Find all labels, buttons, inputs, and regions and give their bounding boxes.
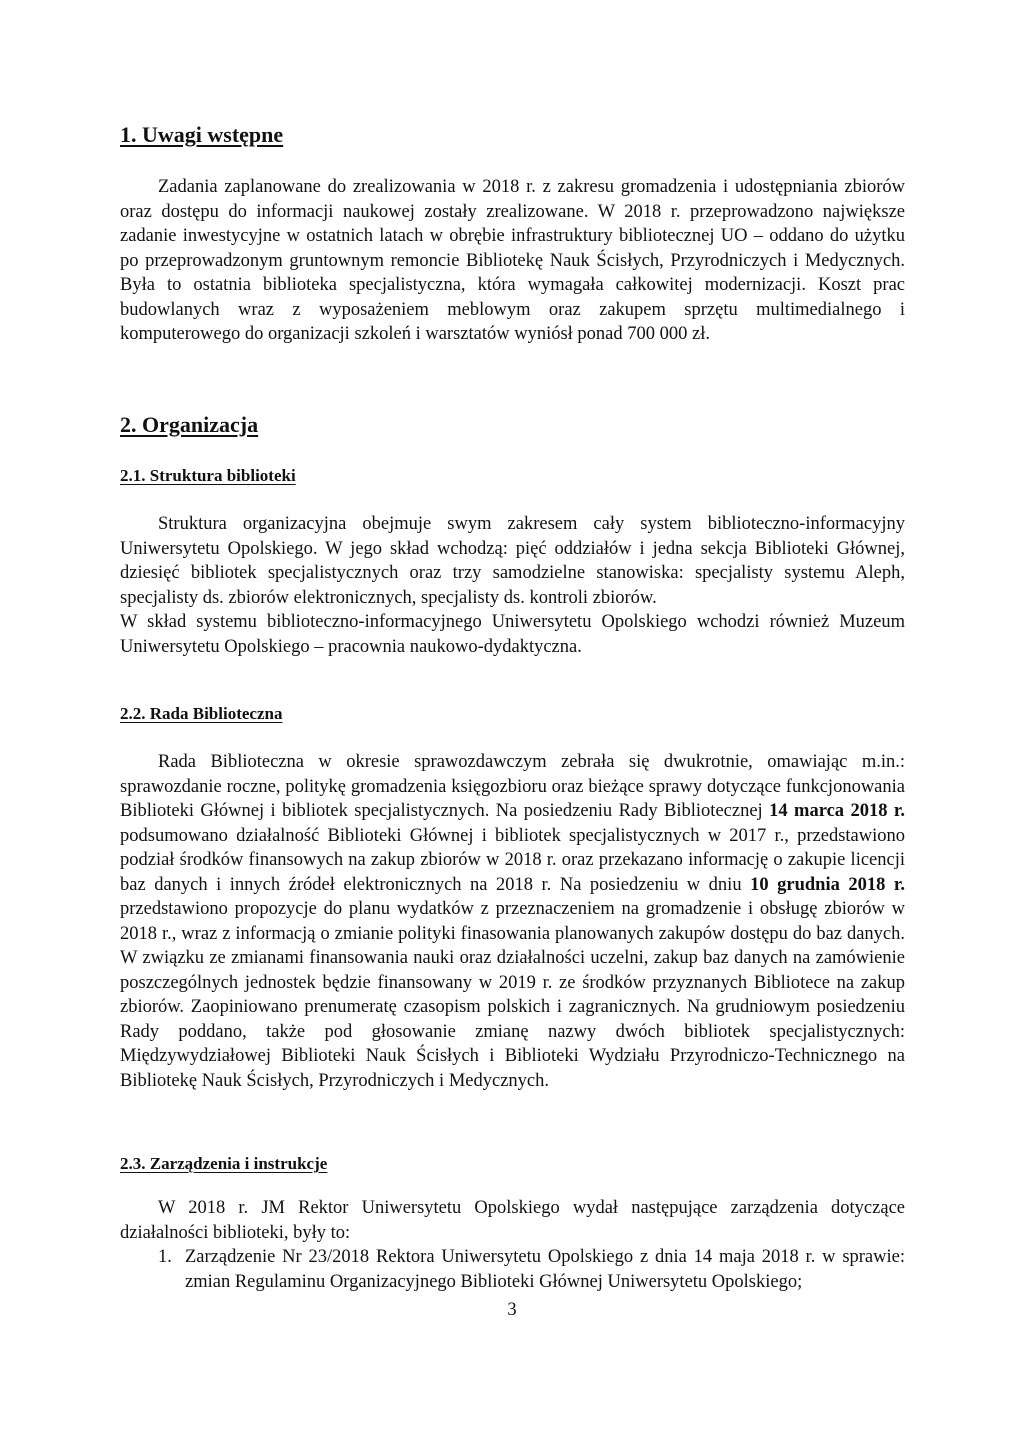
section-1-heading: 1. Uwagi wstępne (120, 122, 284, 147)
rada-text-part-1: Rada Biblioteczna w okresie sprawozdawczym zebrała się dwukrotnie, omawiając m.in.: sprawozdanie roczne, politykę gromadzenia księgozbioru oraz bieżące sprawy dotyczące funkcjonowania Biblioteki Głównej i bibliotek specjalistycznych. Na posiedzeniu Rady Bibliotecznej (120, 752, 905, 821)
list-item-text: Zarządzenie Nr 23/2018 Rektora Uniwersytetu Opolskiego z dnia 14 maja 2018 r. w sprawie: zmian Regulaminu Organizacyjnego Biblioteki Głównej Uniwersytetu Opolskiego; (185, 1247, 905, 1292)
section-2-2-paragraph (120, 750, 905, 1093)
section-1-paragraph: Zadania zaplanowane do zrealizowania w 2018 r. z zakresu gromadzenia i udostępniania zbiorów oraz dostępu do informacji naukowej zostały zrealizowane. W 2018 r. przeprowadzono największe zadanie inwestycyjne w ostatnich latach w obrębie infrastruktury bibliotecznej UO – oddano do użytku po przeprowadzonym gruntownym remoncie Bibliotekę Nauk Ścisłych, Przyrodniczych i Medycznych. Była to ostatnia biblioteka specjalistyczna, która wymagała całkowitej modernizacji. Koszt prac budowlanych wraz z wyposażeniem meblowym oraz zakupem sprzętu multimedialnego i komputerowego do organizacji szkoleń i warsztatów wyniósł ponad 700 000 zł. (120, 177, 905, 344)
section-2-1-paragraph-2: W skład systemu biblioteczno-informacyjnego Uniwersytetu Opolskiego wchodzi również Muzeum Uniwersytetu Opolskiego – pracownia naukowo-dydaktyczna. (120, 612, 905, 657)
regulations-list (120, 1245, 905, 1294)
rada-date-1: 14 marca 2018 r. (769, 801, 905, 821)
rada-date-2: 10 grudnia 2018 r. (750, 874, 906, 895)
section-2-3-intro: W 2018 r. JM Rektor Uniwersytetu Opolskiego wydał następujące zarządzenia dotyczące działalności biblioteki, były to: (120, 1198, 905, 1243)
section-2-1-paragraph-1: Struktura organizacyjna obejmuje swym zakresem cały system biblioteczno-informacyjny Uniwersytetu Opolskiego. W jego skład wchodzą: pięć oddziałów i jedna sekcja Biblioteki Głównej, dziesięć bibliotek specjalistycznych oraz trzy samodzielne stanowiska: specjalisty systemu Aleph, specjalisty ds. zbiorów elektronicznych, specjalisty ds. kontroli zbiorów. (120, 514, 905, 608)
rada-text-part-2: podsumowano działalność Biblioteki Głównej i bibliotek specjalistycznych w 2017 r., przedstawiono podział środków finansowych na zakup zbiorów w 2018 r. oraz przekazano informację o zakupie licencji baz danych i innych źródeł elektronicznych na 2018 r. Na posiedzeniu w dniu (120, 825, 905, 895)
section-2-1-heading: 2.1. Struktura biblioteki (120, 466, 296, 485)
page-number: 3 (507, 1300, 517, 1320)
list-item-number: 1. (158, 1247, 172, 1267)
list-item (120, 1245, 905, 1294)
rada-text-part-3: przedstawiono propozycje do planu wydatków z przeznaczeniem na gromadzenie i obsługę zbiorów w 2018 r., wraz z informacją o zmianie polityki finasowania planowanych zakupów dostępu do baz danych. W związku ze zmianami finansowania nauki oraz działalności uczelni, zakup baz danych na zamówienie poszczególnych jednostek będzie finansowany w 2019 r. ze środków przyznanych Bibliotece na zakup zbiorów. Zaopiniowano prenumeratę czasopism polskich i zagranicznych. Na grudniowym posiedzeniu Rady poddano, także pod głosowanie zmianę nazwy dwóch bibliotek specjalistycznych: Międzywydziałowej Biblioteki Nauk Ścisłych i Biblioteki Wydziału Przyrodniczo-Technicznego na Bibliotekę Nauk Ścisłych, Przyrodniczych i Medycznych. (120, 899, 905, 1091)
section-2-2-heading: 2.2. Rada Biblioteczna (120, 704, 283, 723)
section-2-3-heading: 2.3. Zarządzenia i instrukcje (120, 1154, 328, 1173)
section-2-heading: 2. Organizacja (120, 412, 259, 437)
